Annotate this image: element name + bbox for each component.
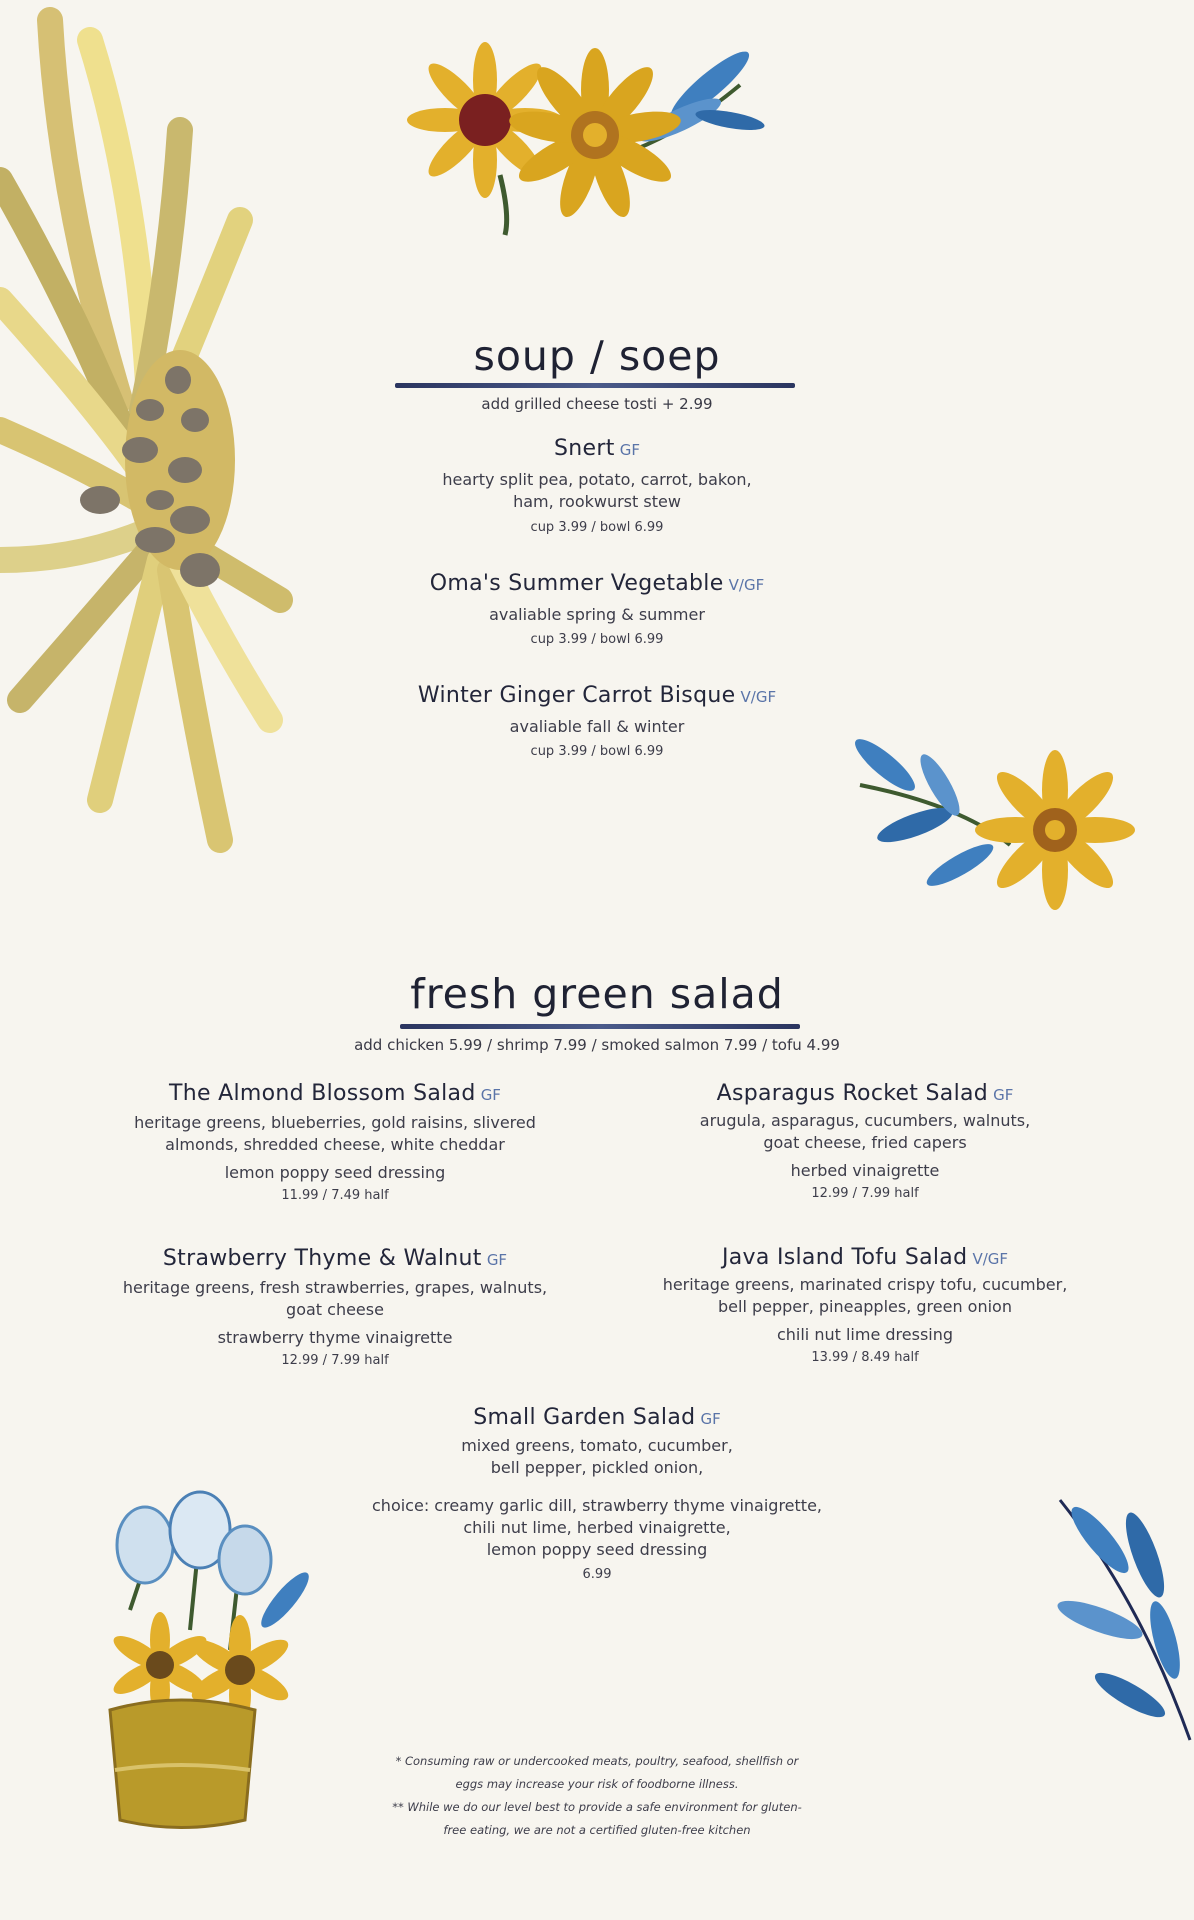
footnote-line: eggs may increase your risk of foodborne illness. — [455, 1777, 739, 1791]
salad-item-desc: heritage greens, fresh strawberries, grapes, walnuts, — [122, 1278, 548, 1297]
salad-item-name: Strawberry Thyme & Walnut — [162, 1246, 482, 1271]
diet-tag: V/GF — [740, 688, 777, 706]
footnote-line: * Consuming raw or undercooked meats, poultry, seafood, shellfish or — [395, 1754, 799, 1768]
salad-item-desc: arugula, asparagus, cucumbers, walnuts, — [699, 1111, 1031, 1130]
salad-item-choice: chili nut lime, herbed vinaigrette, — [463, 1518, 731, 1537]
salad-item-dressing: strawberry thyme vinaigrette — [217, 1328, 453, 1347]
soup-divider — [395, 383, 795, 388]
salad-item-dressing: herbed vinaigrette — [790, 1161, 940, 1180]
salad-item-desc: goat cheese — [286, 1300, 384, 1319]
salad-item-price: 11.99 / 7.49 half — [281, 1188, 389, 1203]
diet-tag: GF — [480, 1086, 501, 1104]
diet-tag: GF — [993, 1086, 1014, 1104]
soup-item — [0, 436, 1194, 461]
salad-item-name: Small Garden Salad — [473, 1405, 696, 1430]
salad-item-desc: mixed greens, tomato, cucumber, — [461, 1436, 733, 1455]
salad-item-desc: heritage greens, marinated crispy tofu, cucumber, — [662, 1275, 1068, 1294]
soup-add-note: add grilled cheese tosti + 2.99 — [481, 395, 713, 413]
salad-item-desc: bell pepper, pickled onion, — [490, 1458, 704, 1477]
salad-item — [115, 1081, 555, 1203]
salad-item-name: Asparagus Rocket Salad — [716, 1081, 989, 1106]
salad-heading: fresh green salad — [410, 970, 784, 1018]
salad-item-name: Java Island Tofu Salad — [721, 1245, 968, 1270]
salad-item-desc: heritage greens, blueberries, gold raisins, slivered — [134, 1113, 536, 1132]
soup-item — [0, 571, 1194, 596]
salad-add-note: add chicken 5.99 / shrimp 7.99 / smoked salmon 7.99 / tofu 4.99 — [354, 1036, 840, 1054]
salad-item-price: 13.99 / 8.49 half — [811, 1350, 919, 1365]
salad-item — [650, 1081, 1080, 1201]
salad-item-desc: goat cheese, fried capers — [763, 1133, 967, 1152]
soup-item-name: Winter Ginger Carrot Bisque — [417, 683, 736, 708]
salad-item — [0, 1405, 1194, 1582]
salad-item-price: 12.99 / 7.99 half — [811, 1186, 919, 1201]
salad-item-desc: bell pepper, pineapples, green onion — [718, 1297, 1012, 1316]
salad-item-choice: lemon poppy seed dressing — [486, 1540, 708, 1559]
salad-item-desc: almonds, shredded cheese, white cheddar — [165, 1135, 505, 1154]
salad-divider — [400, 1024, 800, 1029]
diet-tag: GF — [700, 1410, 721, 1428]
soup-item-desc: avaliable fall & winter — [509, 717, 685, 736]
salad-item-dressing: chili nut lime dressing — [776, 1325, 954, 1344]
salad-item-price: 6.99 — [582, 1567, 612, 1582]
salad-item — [650, 1245, 1080, 1365]
soup-item-name: Oma's Summer Vegetable — [429, 571, 724, 596]
soup-item-desc: ham, rookwurst stew — [513, 492, 681, 511]
salad-item-price: 12.99 / 7.99 half — [281, 1353, 389, 1368]
soup-item-price: cup 3.99 / bowl 6.99 — [530, 744, 664, 759]
soup-item-price: cup 3.99 / bowl 6.99 — [530, 520, 664, 535]
soup-item-desc: avaliable spring & summer — [489, 605, 705, 624]
soup-item-name: Snert — [554, 436, 615, 461]
salad-item-dressing: lemon poppy seed dressing — [224, 1163, 446, 1182]
salad-item — [115, 1246, 555, 1368]
diet-tag: V/GF — [728, 576, 765, 594]
footnote-line: free eating, we are not a certified gluten-free kitchen — [443, 1823, 751, 1837]
diet-tag: GF — [486, 1251, 508, 1269]
soup-item — [0, 683, 1194, 708]
diet-tag: V/GF — [972, 1250, 1009, 1268]
soup-heading: soup / soep — [473, 332, 721, 380]
soup-item-price: cup 3.99 / bowl 6.99 — [530, 632, 664, 647]
salad-item-choice: choice: creamy garlic dill, strawberry thyme vinaigrette, — [372, 1496, 822, 1515]
diet-tag: GF — [619, 441, 640, 459]
salad-item-name: The Almond Blossom Salad — [169, 1081, 476, 1106]
soup-item-desc: hearty split pea, potato, carrot, bakon, — [442, 470, 752, 489]
footnote-line: ** While we do our level best to provide a safe environment for gluten- — [392, 1800, 802, 1814]
sunflower-bouquet-top-icon — [380, 25, 780, 245]
footnotes — [0, 1750, 1194, 1842]
